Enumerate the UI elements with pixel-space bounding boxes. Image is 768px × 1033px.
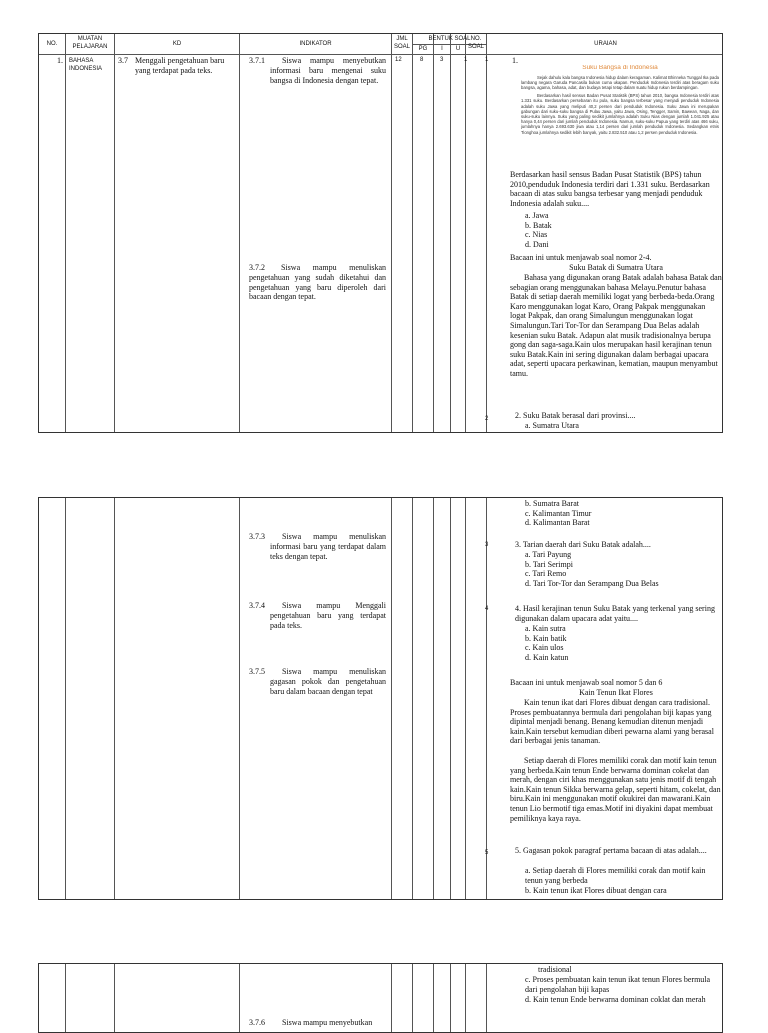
option: a. Kain sutra bbox=[525, 624, 566, 633]
image-title: Suku Bangsa di Indonesia bbox=[582, 65, 658, 71]
indicator-number: 3.7.3 bbox=[249, 532, 265, 541]
answer-options bbox=[525, 499, 715, 528]
image-paragraph: Sejak dahulu kala bangsa Indonesia hidup dalam keragaman. Kalimat Bhinneka Tunggal Ika pada lambang negara Garuda Pancasila bukan cuma ukapan. Penduduk Indonesia terdiri atas beragam suku bangsa, agama, bahasa, adat, dan budaya tetapi tetap dalam suatu hidup rukun berdampingan. bbox=[521, 74, 719, 90]
option: a. Jawa bbox=[525, 211, 549, 220]
header-muatan: MUATAN PELAJARAN bbox=[72, 36, 108, 50]
indicator-text: Siswa mampu menyebutkan bbox=[282, 1018, 373, 1027]
question-text: 3. Tarian daerah dari Suku Batak adalah.... bbox=[515, 540, 651, 549]
uraian-number: 1. bbox=[512, 56, 518, 65]
soal-number: 3 bbox=[485, 542, 489, 548]
option: c. Nias bbox=[525, 230, 548, 240]
reading-text: Kain tenun ikat dari Flores dibuat dengan cara tradisional. Proses pembuatannya bermula dari pengolahan biji kapas yang dipintal menjadi benang. Benang kemudian ditenun menjadi kain.Kain tersebut kemudian diberi pewarna alami yang berasal dari berbagai jenis tanaman. bbox=[510, 698, 714, 746]
option: c. Kain ulos bbox=[525, 643, 564, 653]
reading-intro: Bacaan ini untuk menjawab soal nomor 5 dan 6 bbox=[510, 678, 663, 687]
option: d. Kain tenun Ende berwarna dominan coklat dan merah bbox=[525, 995, 706, 1004]
answer-options bbox=[525, 550, 715, 588]
header-i: I bbox=[441, 46, 443, 52]
option: b. Batak bbox=[525, 220, 552, 230]
soal-number: 1 bbox=[485, 57, 489, 63]
muatan-pelajaran: BAHASA INDONESIA bbox=[69, 58, 103, 72]
indicator-text: Siswa mampu menyebutkan informasi baru mengenai suku bangsa di Indonesia dengan tepat. bbox=[270, 56, 386, 85]
header-u: U bbox=[455, 46, 461, 52]
header-pg: PG bbox=[418, 46, 428, 52]
indicator-number: 3.7.2 bbox=[249, 263, 265, 272]
question-text: Berdasarkan hasil sensus Badan Pusat Statistik (BPS) tahun 2010,penduduk Indonesia terdiri dari 1.331 suku. Berdasarkan bacaan di atas suku bangsa terbesar yang menjadi penduduk Indonesia adalah suku.... bbox=[510, 170, 710, 208]
answer-options bbox=[525, 624, 715, 662]
soal-number: 4 bbox=[485, 606, 489, 612]
header-no: NO. bbox=[46, 41, 58, 47]
question-text: 2. Suku Batak berasal dari provinsi.... bbox=[515, 411, 636, 420]
indicator-text: Siswa mampu menuliskan pengetahuan yang sudah diketahui dan pengetahuan yang baru diperoleh dari bacaan dengan tepat. bbox=[249, 263, 386, 302]
indicator-text: Siswa mampu menuliskan gagasan pokok dan pengetahuan baru dalam bacaan dengan tepat bbox=[270, 667, 386, 696]
indicator-number: 3.7.6 bbox=[249, 1018, 265, 1027]
option: a. Setiap daerah di Flores memiliki corak dan motif kain tenun yang berbeda bbox=[525, 866, 706, 885]
option: b. Kain batik bbox=[525, 633, 567, 643]
option-continuation: tradisional bbox=[538, 965, 572, 974]
indicator-number: 3.7.4 bbox=[249, 601, 265, 610]
option: a. Sumatra Utara bbox=[525, 421, 579, 430]
soal-number: 5 bbox=[485, 850, 489, 856]
image-paragraph: Berdasarkan hasil sensus Badan Pusat Statistik (BPS) tahun 2010, bangsa Indonesia terdiri atas 1.331 suku. Berdasarkan persebaran itu pula, suku bangsa terbesar yang menjadi penduduk Indonesia adalah suku Jawa yang meliputi 40,2 persen dari penduduk Indonesia. Suku Jawa ini merupakan gabungan dari suku-suku bangsa di Pulau Jawa, yaitu Jawa, Osing, Tengger, Samin, Bawean, Naga, dan suku-suku lainnya. Suku yang paling sedikit jumlahnya adalah Suku Nias dengan jumlah 1.041.925 atau hanya 0,44 persen dari jumlah penduduk Indonesia. Namun, suku-suku Papua yang terdiri atas 466 suku, jumlahnya hanya 2.693.630 jiwa atau 1,14 persen dari jumlah penduduk Indonesia. Sedangkan etnis Tionghoa jumlahnya sedikit lebih banyak, yaitu 2.832.510 atau 1,2 persen penduduk Indonesia. bbox=[521, 93, 719, 135]
header-no-soal: NO. SOAL bbox=[467, 36, 484, 50]
option: c. Proses pembuatan kain tenun ikat tenun Flores bermula dari pengolahan biji kapas bbox=[525, 975, 711, 994]
question-text: 5. Gagasan pokok paragraf pertama bacaan di atas adalah.... bbox=[515, 846, 707, 855]
header-indikator: INDIKATOR bbox=[299, 41, 332, 47]
u-count: 1 bbox=[464, 57, 468, 63]
indicator-text: Siswa mampu Menggali pengetahuan baru yang terdapat pada teks. bbox=[270, 601, 386, 630]
table-page-1 bbox=[38, 33, 723, 433]
question-text: 4. Hasil kerajinan tenun Suku Batak yang terkenal yang sering digunakan dalam upacara adat yaitu.... bbox=[515, 604, 715, 623]
reading-title: Suku Batak di Sumatra Utara bbox=[569, 263, 663, 272]
pg-count: 8 bbox=[420, 57, 424, 63]
indicator-text: Siswa mampu menuliskan informasi baru yang terdapat dalam teks dengan tepat. bbox=[270, 532, 386, 561]
indicator-number: 3.7.1 bbox=[249, 56, 265, 65]
option: b. Kain tenun ikat Flores dibuat dengan cara bbox=[525, 886, 667, 895]
indicator-number: 3.7.5 bbox=[249, 667, 265, 676]
reading-intro: Bacaan ini untuk menjawab soal nomor 2-4. bbox=[510, 253, 652, 262]
kd-number: 3.7 bbox=[118, 56, 128, 65]
answer-options bbox=[525, 211, 625, 249]
reading-text: Setiap daerah di Flores memiliki corak dan motif kain tenun yang berbeda.Kain tenun Ende berwarna dominan cokelat dan merah, dengan ciri khas menggunakan satu jenis motif di tengah kain.Kain tenun Sikka berwarna gelap, seperti hitam, cokelat, dan biru.Kain ini menggunakan motif okukirei dan mawarani.Kain tenun Lio bermotif tiga emas.Motif ini diyakini dapat membuat pemiliknya kaya raya. bbox=[510, 756, 721, 823]
header-kd: KD bbox=[172, 41, 182, 47]
option: a. Tari Payung bbox=[525, 550, 572, 559]
header-jml: JML SOAL bbox=[393, 36, 410, 50]
option: c. Kalimantan Timur bbox=[525, 508, 592, 518]
option: d. Dani bbox=[525, 239, 549, 249]
kd-text: Menggali pengetahuan baru yang terdapat pada teks. bbox=[135, 56, 225, 75]
jml-soal: 12 bbox=[395, 57, 402, 63]
soal-number: 2 bbox=[485, 416, 489, 422]
header-uraian: URAIAN bbox=[594, 41, 617, 47]
option: d. Kain katun bbox=[525, 652, 569, 662]
row-number: 1. bbox=[57, 56, 63, 65]
reading-image bbox=[521, 65, 719, 169]
option: b. Tari Serimpi bbox=[525, 559, 573, 569]
reading-text: Bahasa yang digunakan orang Batak adalah bahasa Batak dan sebagian orang menggunakan bahasa Melayu.Penutur bahasa Batak di setiap daerah memiliki logat yang berbeda-beda.Orang Karo menggunakan logat Karo, Orang Pakpak menggunakan logat Pakpak, dan orang Simalungun menggunakan logat Simalungun.Tari Tor-Tor dan Serampang Dua Belas adalah kesenian suku Batak. Adapun alat musik tradisionalnya berupa gong dan saga-saga.Kain ulos merupakan hasil kerajinan tenun suku Batak.Kain ini sering digunakan dalam berbagai upacara adat, seperti upacara perkawinan, kematian, maupun menyambut tamu. bbox=[510, 273, 722, 378]
option: c. Tari Remo bbox=[525, 569, 567, 579]
reading-title: Kain Tenun Ikat Flores bbox=[579, 688, 653, 697]
option: b. Sumatra Barat bbox=[525, 499, 579, 508]
header-bentuk: BENTUK SOAL bbox=[428, 36, 471, 42]
table-page-3 bbox=[38, 963, 723, 1033]
option: d. Tari Tor-Tor dan Serampang Dua Belas bbox=[525, 578, 659, 588]
i-count: 3 bbox=[440, 57, 444, 63]
option: d. Kalimantan Barat bbox=[525, 518, 590, 528]
table-page-2 bbox=[38, 497, 723, 900]
